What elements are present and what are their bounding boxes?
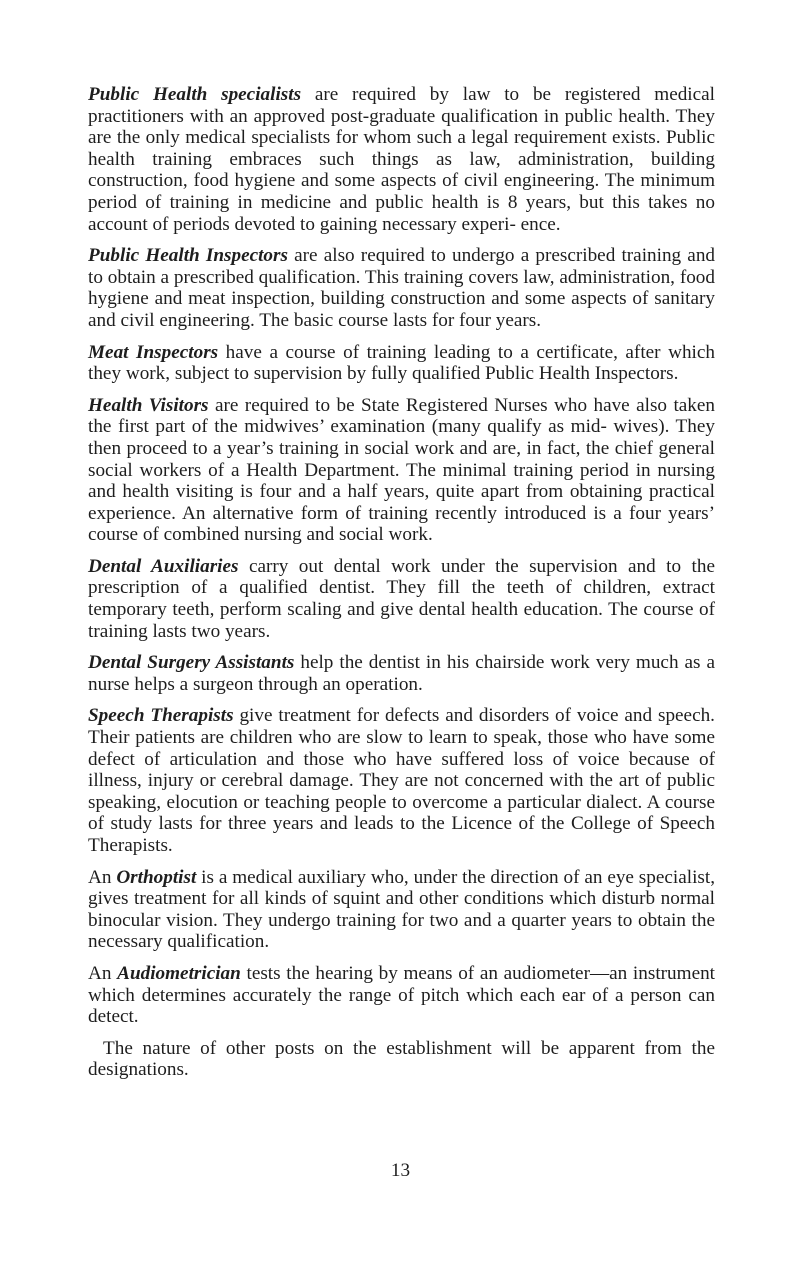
paragraph-speech-therapists <box>88 705 715 856</box>
paragraph-health-visitors <box>88 395 715 546</box>
paragraph-text: are required to be State Registered Nurses who have also taken the first part of the midwives’ examination (many qualify as mid- wives). They then proceed to a year’s training in social work and are, in fact, the chief general social workers of a Health Department. The minimal training period in nursing and health visiting is four and a half years, quite apart from obtaining practical experience. An alternative form of training recently introduced is a four years’ course of combined nursing and social work. <box>88 394 715 546</box>
paragraph-text: carry out dental work under the supervision and to the prescription of a qualified dentist. They fill the teeth of children, extract temporary teeth, perform scaling and give dental health education. The course of training lasts two years. <box>88 555 715 642</box>
paragraph-text: help the dentist in his chairside work very much as a nurse helps a surgeon through an operation. <box>88 652 715 695</box>
paragraph-public-health-inspectors <box>88 245 715 331</box>
paragraph-audiometrician <box>88 963 715 1028</box>
term-audiometrician: Audiometrician <box>117 962 241 984</box>
paragraph-text: have a course of training leading to a certificate, after which they work, subject to supervision by fully qualified Public Health Inspectors. <box>88 341 715 385</box>
term-orthoptist: Orthoptist <box>116 866 197 888</box>
term-public-health-specialists: Public Health specialists <box>88 84 302 105</box>
paragraph-meat-inspectors <box>88 342 715 385</box>
paragraph-prefix: An <box>88 962 118 984</box>
term-public-health-inspectors: Public Health Inspectors <box>88 245 288 267</box>
document-body <box>88 84 715 1091</box>
page-number: 13 <box>390 1160 411 1181</box>
term-health-visitors: Health Visitors <box>88 394 209 416</box>
paragraph-text: tests the hearing by means of an audiometer—an instrument which determines accurately the range of pitch which each ear of a person can detect. <box>88 962 716 1028</box>
term-meat-inspectors: Meat Inspectors <box>88 341 219 363</box>
paragraph-text: are required by law to be registered medical practitioners with an approved post-graduate qualification in public health. They are the only medical specialists for whom such a legal requirement exists. Public health training embraces such things as law, administration, building construction, food hygiene and some aspects of civil engineering. The minimum period of training in medicine and public health is 8 years, but this takes no account of periods devoted to gaining necessary experi- ence. <box>88 84 715 235</box>
paragraph-dental-surgery-assistants <box>88 652 715 695</box>
paragraph-public-health-specialists <box>88 84 715 235</box>
paragraph-text: give treatment for defects and disorders of voice and speech. Their patients are children who are slow to learn to speak, those who have some defect of articulation and those who have suffered loss of voice because of illness, injury or cerebral damage. They are not concerned with the art of public speaking, elocution or teaching people to overcome a particular dialect. A course of study lasts for three years and leads to the Licence of the College of Speech Therapists. <box>88 705 715 856</box>
term-speech-therapists: Speech Therapists <box>88 705 234 727</box>
paragraph-orthoptist <box>88 867 715 953</box>
paragraph-text: is a medical auxiliary who, under the direction of an eye specialist, gives treatment for all kinds of squint and other conditions which disturb normal binocular vision. They undergo training for two and a quarter years to obtain the necessary qualification. <box>88 866 716 953</box>
term-dental-surgery-assistants: Dental Surgery Assistants <box>88 652 295 674</box>
paragraph-dental-auxiliaries <box>88 556 715 642</box>
paragraph-closing: The nature of other posts on the establishment will be apparent from the designations. <box>88 1037 715 1081</box>
paragraph-text: are also required to undergo a prescribed training and to obtain a prescribed qualification. This training covers law, administration, food hygiene and meat inspection, building construction and some aspects of sanitary and civil engineering. The basic course lasts for four years. <box>88 245 716 331</box>
term-dental-auxiliaries: Dental Auxiliaries <box>88 555 239 577</box>
paragraph-prefix: An <box>88 866 117 888</box>
